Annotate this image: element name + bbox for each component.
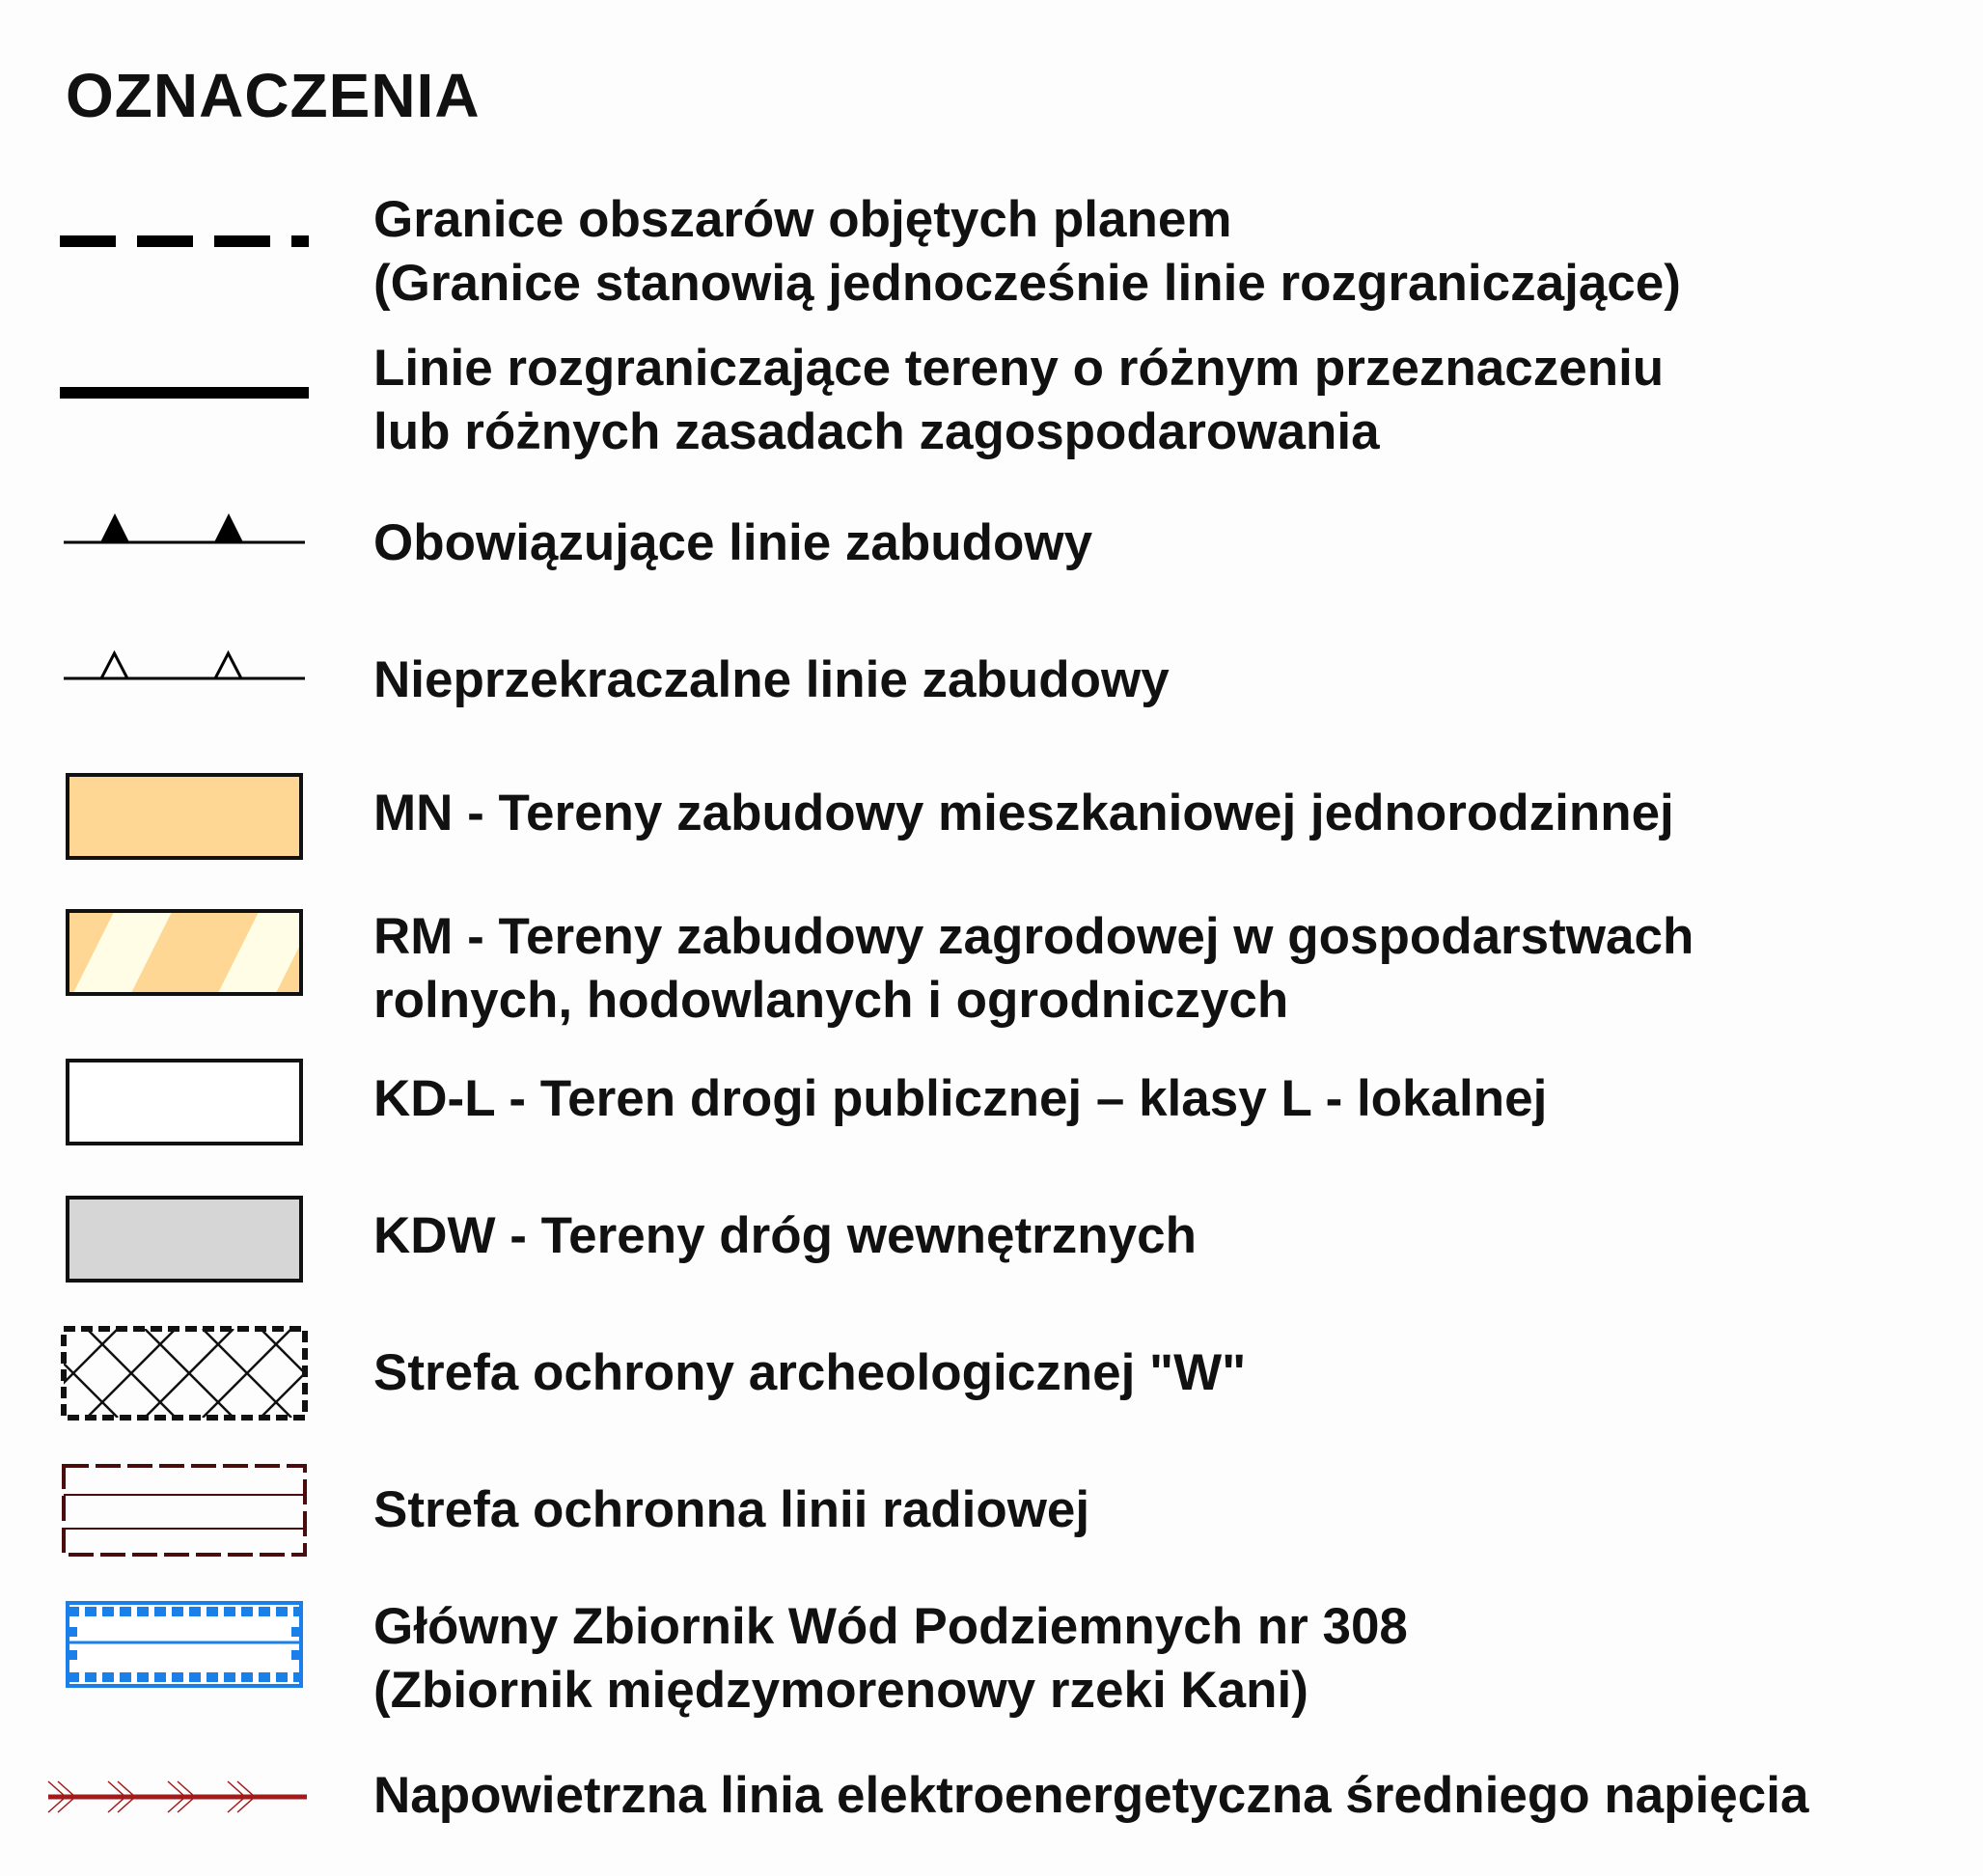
open-triangle-line-symbol	[48, 648, 318, 745]
legend-label: KD-L - Teren drogi publicznej – klasy L - lokalnej	[373, 1070, 1548, 1127]
legend-title: OZNACZENIA	[66, 61, 481, 130]
kdw-swatch	[48, 1195, 318, 1291]
legend-label: Strefa ochrony archeologicznej "W"	[373, 1344, 1247, 1401]
legend-label: rolnych, hodowlanych i ogrodniczych	[373, 972, 1289, 1029]
legend-label: KDW - Tereny dróg wewnętrznych	[373, 1207, 1197, 1264]
legend-label: Strefa ochronna linii radiowej	[373, 1481, 1090, 1538]
kdl-swatch	[48, 1058, 318, 1154]
radio-zone-symbol	[48, 1463, 318, 1559]
legend-label: Napowietrzna linia elektroenergetyczna średniego napięcia	[373, 1767, 1809, 1824]
dashed-boundary-symbol	[48, 188, 318, 285]
mn-swatch	[48, 772, 318, 869]
rm-swatch	[48, 908, 318, 1005]
solid-boundary-symbol	[48, 337, 318, 433]
archaeology-zone-symbol	[48, 1326, 318, 1422]
legend-label: MN - Tereny zabudowy mieszkaniowej jednorodzinnej	[373, 785, 1674, 841]
legend-label: Nieprzekraczalne linie zabudowy	[373, 651, 1170, 708]
legend-label: Granice obszarów objętych planem	[373, 191, 1232, 248]
legend-label: Linie rozgraniczające tereny o różnym przeznaczeniu	[373, 340, 1665, 397]
filled-triangle-line-symbol	[48, 511, 318, 608]
legend-label: Obowiązujące linie zabudowy	[373, 514, 1093, 571]
groundwater-reservoir-symbol	[48, 1598, 318, 1695]
legend-label: Główny Zbiornik Wód Podziemnych nr 308	[373, 1598, 1408, 1655]
legend-label: (Zbiornik międzymorenowy rzeki Kani)	[373, 1662, 1308, 1719]
legend-label: RM - Tereny zabudowy zagrodowej w gospodarstwach	[373, 908, 1694, 965]
legend-label: lub różnych zasadach zagospodarowania	[373, 403, 1380, 460]
power-line-symbol	[44, 1762, 315, 1859]
legend-label: (Granice stanowią jednocześnie linie rozgraniczające)	[373, 255, 1681, 312]
